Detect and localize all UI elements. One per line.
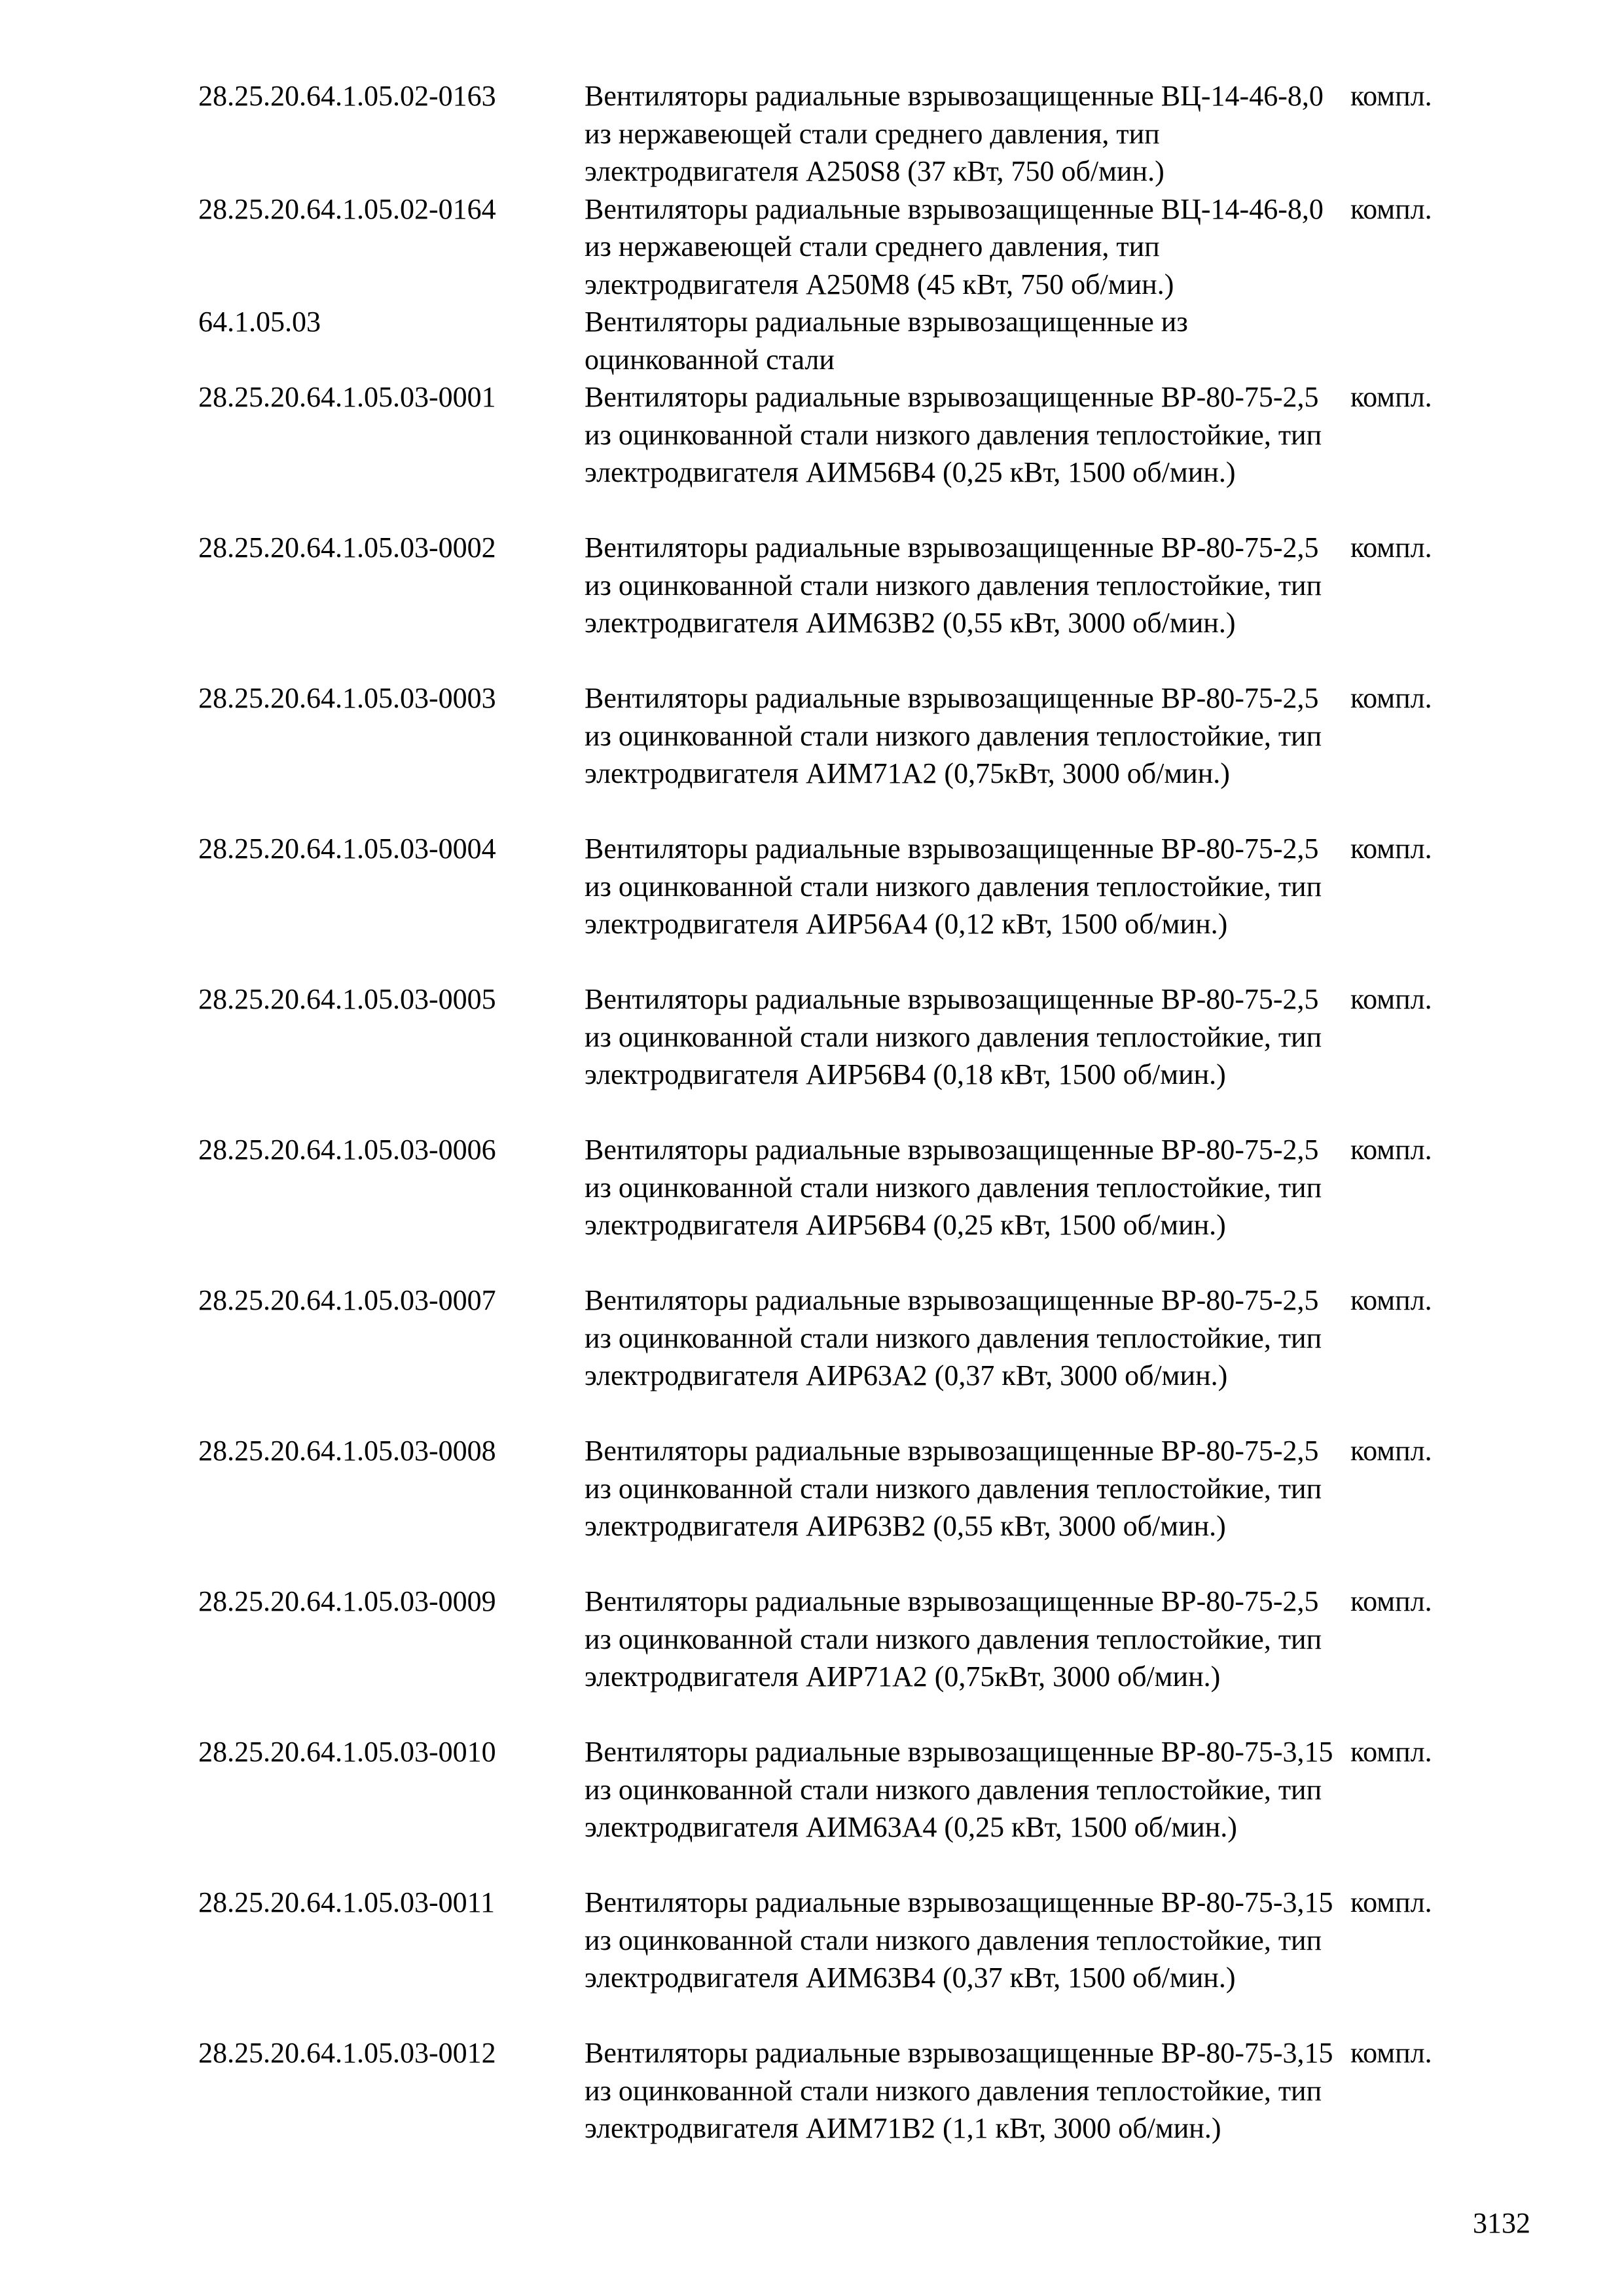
table-row [198,1282,1481,1432]
row-unit: компл. [1350,1435,1432,1467]
row-name: Вентиляторы радиальные взрывозащищенные ВР-80-75-3,15 из оцинкованной стали низкого давления теплостойкие, тип электродвигателя АИМ63А4 (0,25 кВт, 1500 об/мин.) [585,1736,1333,1843]
row-code: 28.25.20.64.1.05.03-0005 [198,983,496,1015]
row-unit: компл. [1350,1585,1432,1617]
table-row [198,529,1481,679]
row-unit: компл. [1350,80,1432,112]
row-name: Вентиляторы радиальные взрывозащищенные ВР-80-75-2,5 из оцинкованной стали низкого давления теплостойкие, тип электродвигателя АИМ56В4 (0,25 кВт, 1500 об/мин.) [585,381,1322,488]
row-name: Вентиляторы радиальные взрывозащищенные ВР-80-75-2,5 из оцинкованной стали низкого давления теплостойкие, тип электродвигателя АИР56А4 (0,12 кВт, 1500 об/мин.) [585,833,1322,940]
table-row [198,1733,1481,1884]
row-code: 28.25.20.64.1.05.03-0001 [198,381,496,413]
row-unit: компл. [1350,1284,1432,1316]
row-code: 28.25.20.64.1.05.03-0004 [198,833,496,865]
row-name: Вентиляторы радиальные взрывозащищенные ВР-80-75-2,5 из оцинкованной стали низкого давления теплостойкие, тип электродвигателя АИР56В4 (0,25 кВт, 1500 об/мин.) [585,1134,1322,1241]
row-unit: компл. [1350,381,1432,413]
row-unit: компл. [1350,682,1432,714]
page-number: 3132 [1473,2207,1530,2239]
row-name: Вентиляторы радиальные взрывозащищенные ВР-80-75-2,5 из оцинкованной стали низкого давления теплостойкие, тип электродвигателя АИР56В4 (0,18 кВт, 1500 об/мин.) [585,983,1322,1090]
row-name: Вентиляторы радиальные взрывозащищенные ВР-80-75-2,5 из оцинкованной стали низкого давления теплостойкие, тип электродвигателя АИМ71А2 (0,75кВт, 3000 об/мин.) [585,682,1322,789]
row-unit: компл. [1350,192,1432,225]
table-row [198,77,1481,190]
table-row [198,1432,1481,1583]
table-row [198,378,1481,529]
table-row [198,1884,1481,2034]
price-list-table [198,77,1481,2185]
table-row [198,980,1481,1131]
row-unit: компл. [1350,1886,1432,1918]
row-name: Вентиляторы радиальные взрывозащищенные ВР-80-75-3,15 из оцинкованной стали низкого давления теплостойкие, тип электродвигателя АИМ71В2 (1,1 кВт, 3000 об/мин.) [585,2037,1333,2144]
row-name: Вентиляторы радиальные взрывозащищенные ВР-80-75-2,5 из оцинкованной стали низкого давления теплостойкие, тип электродвигателя АИР71А2 (0,75кВт, 3000 об/мин.) [585,1585,1322,1693]
row-code: 64.1.05.03 [198,306,321,338]
row-name: Вентиляторы радиальные взрывозащищенные ВР-80-75-2,5 из оцинкованной стали низкого давления теплостойкие, тип электродвигателя АИР63В2 (0,55 кВт, 3000 об/мин.) [585,1435,1322,1542]
row-code: 28.25.20.64.1.05.03-0002 [198,531,496,564]
row-code: 28.25.20.64.1.05.03-0010 [198,1736,496,1768]
row-code: 28.25.20.64.1.05.03-0008 [198,1435,496,1467]
row-name: Вентиляторы радиальные взрывозащищенные из оцинкованной стали [585,306,1188,376]
row-code: 28.25.20.64.1.05.02-0163 [198,80,496,112]
row-code: 28.25.20.64.1.05.03-0003 [198,682,496,714]
table-row [198,679,1481,830]
row-code: 28.25.20.64.1.05.03-0012 [198,2037,496,2069]
row-unit: компл. [1350,2037,1432,2069]
table-row [198,830,1481,980]
row-name: Вентиляторы радиальные взрывозащищенные ВР-80-75-3,15 из оцинкованной стали низкого давления теплостойкие, тип электродвигателя АИМ63В4 (0,37 кВт, 1500 об/мин.) [585,1886,1333,1994]
table-row [198,303,1481,378]
row-name: Вентиляторы радиальные взрывозащищенные ВР-80-75-2,5 из оцинкованной стали низкого давления теплостойкие, тип электродвигателя АИМ63В2 (0,55 кВт, 3000 об/мин.) [585,531,1322,639]
row-code: 28.25.20.64.1.05.03-0007 [198,1284,496,1316]
row-unit: компл. [1350,983,1432,1015]
row-unit: компл. [1350,1134,1432,1166]
row-code: 28.25.20.64.1.05.03-0009 [198,1585,496,1617]
row-name: Вентиляторы радиальные взрывозащищенные ВЦ-14-46-8,0 из нержавеющей стали среднего давления, тип электродвигателя А250S8 (37 кВт, 750 об/мин.) [585,80,1324,187]
row-code: 28.25.20.64.1.05.03-0011 [198,1886,496,1918]
row-unit: компл. [1350,1736,1432,1768]
table-row [198,1583,1481,1733]
row-name: Вентиляторы радиальные взрывозащищенные ВЦ-14-46-8,0 из нержавеющей стали среднего давления, тип электродвигателя А250М8 (45 кВт, 750 об/мин.) [585,192,1324,300]
row-name: Вентиляторы радиальные взрывозащищенные ВР-80-75-2,5 из оцинкованной стали низкого давления теплостойкие, тип электродвигателя АИР63А2 (0,37 кВт, 3000 об/мин.) [585,1284,1322,1391]
table-row [198,190,1481,304]
row-code: 28.25.20.64.1.05.02-0164 [198,192,496,225]
row-unit: компл. [1350,833,1432,865]
table-row [198,2034,1481,2185]
row-unit: компл. [1350,531,1432,564]
row-code: 28.25.20.64.1.05.03-0006 [198,1134,496,1166]
table-row [198,1131,1481,1282]
